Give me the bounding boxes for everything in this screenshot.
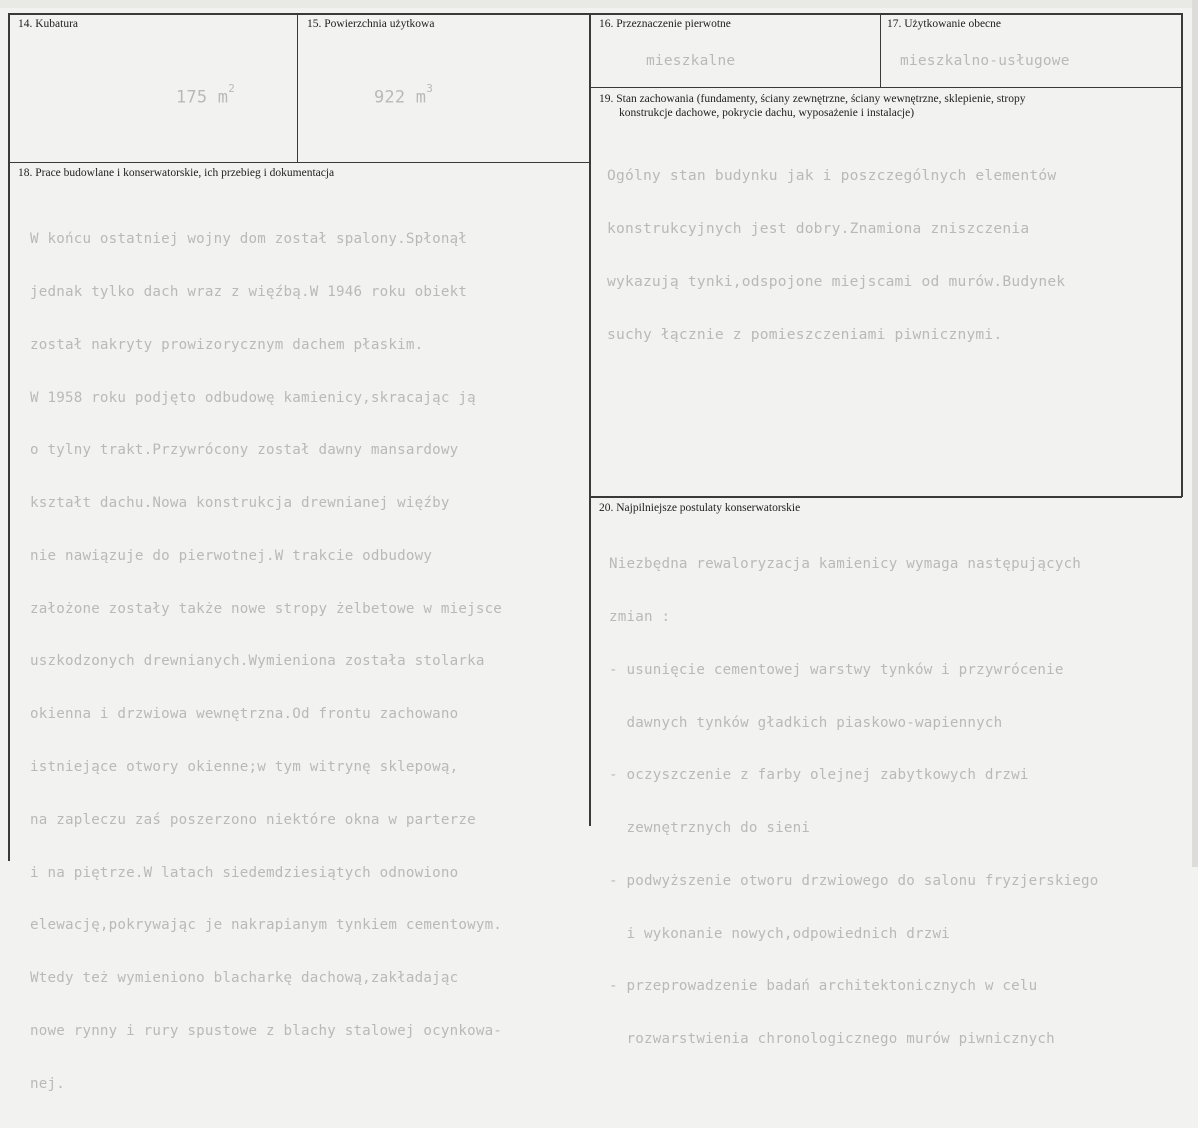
rule-top <box>8 13 1182 15</box>
field-18-line: założone zostały także nowe stropy żelbetowe w miejsce <box>30 600 503 617</box>
rule-v-16-17 <box>880 13 881 88</box>
field-14-label: 14. Kubatura <box>18 18 79 30</box>
field-20-line: - przeprowadzenie badań architektonicznych w celu <box>609 978 1038 995</box>
field-18-line: uszkodzonych drewnianych.Wymieniona została stolarka <box>30 653 485 670</box>
field-15-label: 15. Powierzchnia użytkowa <box>307 18 435 30</box>
field-15-unit-sup: 3 <box>426 82 434 95</box>
field-14-unit-sup: 2 <box>228 82 236 95</box>
field-18-line: jednak tylko dach wraz z więźbą.W 1946 roku obiekt <box>30 283 468 300</box>
field-20-line: i wykonanie nowych,odpowiednich drzwi <box>609 925 950 942</box>
rule-h-19-20 <box>590 496 1182 498</box>
rule-left <box>8 13 10 861</box>
field-20-line: zewnętrznych do sieni <box>609 820 811 837</box>
field-19-line: konstrukcyjnych jest dobry.Znamiona zniszczenia <box>607 219 1030 237</box>
field-19-text <box>607 132 1065 378</box>
field-14-number: 175 m <box>176 87 229 108</box>
field-19-line: suchy łącznie z pomieszczeniami piwnicznymi. <box>607 325 1003 343</box>
field-19-line: wykazują tynki,odspojone miejscami od murów.Budynek <box>607 272 1066 290</box>
field-20-line: - podwyższenie otworu drzwiowego do salonu fryzjerskiego <box>609 872 1099 889</box>
field-18-line: W 1958 roku podjęto odbudowę kamienicy,skracając ją <box>30 389 476 406</box>
rule-v-14-15 <box>297 13 298 162</box>
rule-right <box>1181 13 1183 497</box>
field-16-label: 16. Przeznaczenie pierwotne <box>599 18 731 30</box>
field-17-value: mieszkalno-usługowe <box>900 53 1070 69</box>
field-18-line: nowe rynny i rury spustowe z blachy stalowej ocynkowa- <box>30 1022 503 1039</box>
field-20-line: - oczyszczenie z farby olejnej zabytkowych drzwi <box>609 767 1029 784</box>
field-20-line: dawnych tynków gładkich piaskowo-wapiennych <box>609 714 1003 731</box>
field-18-line: o tylny trakt.Przywrócony został dawny mansardowy <box>30 442 459 459</box>
field-16-value: mieszkalne <box>646 53 736 69</box>
field-18-line: na zapleczu zaś poszerzono niektóre okna w parterze <box>30 811 476 828</box>
field-18-text <box>30 196 502 1128</box>
field-18-line: W końcu ostatniej wojny dom został spalony.Spłonął <box>30 231 468 248</box>
field-20-line: zmian : <box>609 608 671 625</box>
paper-edge-top <box>0 0 1198 8</box>
field-18-label: 18. Prace budowlane i konserwatorskie, ich przebieg i dokumentacja <box>18 167 335 179</box>
field-20-line: rozwarstwienia chronologicznego murów piwnicznych <box>609 1031 1055 1048</box>
field-20-text <box>609 521 1099 1084</box>
field-18-line: nej. <box>30 1075 65 1092</box>
field-20-line: - usunięcie cementowej warstwy tynków i przywrócenie <box>609 661 1064 678</box>
field-18-line: został nakryty prowizorycznym dachem płaskim. <box>30 336 424 353</box>
field-18-line: nie nawiązuje do pierwotnej.W trakcie odbudowy <box>30 547 433 564</box>
field-18-line: istniejące otwory okienne;w tym witrynę sklepową, <box>30 759 459 775</box>
field-20-line: Niezbędna rewaloryzacja kamienicy wymaga następujących <box>609 556 1082 573</box>
field-18-line: okienna i drzwiowa wewnętrzna.Od frontu zachowano <box>30 706 459 723</box>
field-19-label-line1: 19. Stan zachowania (fundamenty, ściany zewnętrzne, ściany wewnętrzne, sklepienie, stropy <box>599 93 1026 105</box>
rule-h-16-19 <box>590 87 1182 88</box>
field-15-value <box>374 82 434 108</box>
rule-v-main <box>589 13 591 826</box>
field-18-line: i na piętrze.W latach siedemdziesiątych odnowiono <box>30 864 459 881</box>
field-18-line: elewację,pokrywając je nakrapianym tynkiem cementowym. <box>30 917 503 934</box>
field-18-line: kształt dachu.Nowa konstrukcja drewnianej więźby <box>30 495 450 512</box>
field-19-label-line2: konstrukcje dachowe, pokrycie dachu, wyposażenie i instalacje) <box>619 107 915 119</box>
field-20-label: 20. Najpilniejsze postulaty konserwatorskie <box>599 502 801 514</box>
field-15-number: 922 m <box>374 87 427 108</box>
field-17-label: 17. Użytkowanie obecne <box>887 18 1002 30</box>
field-14-value <box>176 82 236 108</box>
paper-edge-right <box>1192 0 1198 867</box>
rule-h-14-18 <box>8 162 590 163</box>
field-18-line: Wtedy też wymieniono blacharkę dachową,zakładając <box>30 970 459 987</box>
field-19-line: Ogólny stan budynku jak i poszczególnych elementów <box>607 167 1057 185</box>
